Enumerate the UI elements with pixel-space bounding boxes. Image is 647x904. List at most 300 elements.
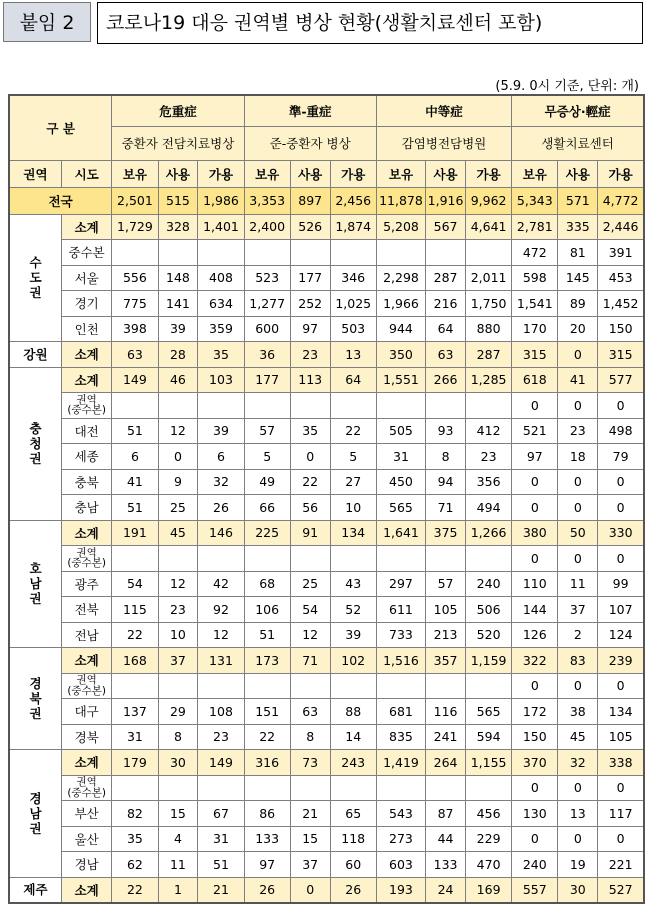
- metric-header: 사용: [426, 160, 466, 187]
- national-value: 2,456: [330, 187, 376, 214]
- bed-count-cell: 8: [290, 724, 330, 750]
- bed-count-cell: 359: [198, 316, 244, 342]
- table-row: [9, 495, 644, 521]
- bed-count-cell: 681: [376, 699, 425, 725]
- bed-count-cell: 0: [512, 469, 558, 495]
- bed-count-cell: 0: [598, 469, 644, 495]
- bed-count-cell: 4: [158, 826, 198, 852]
- table-row: [9, 673, 644, 699]
- sido-name: 중수본: [61, 240, 111, 266]
- bed-count-cell: 50: [558, 520, 598, 546]
- bed-count-cell: 35: [198, 342, 244, 368]
- bed-count-cell: 37: [158, 648, 198, 674]
- bed-count-cell: 12: [198, 622, 244, 648]
- bed-count-cell: 22: [112, 622, 158, 648]
- group-header-mild: 무증상·輕症: [512, 95, 644, 126]
- table-row: [9, 775, 644, 801]
- bed-count-cell: 193: [376, 877, 425, 903]
- bed-count-cell: 60: [330, 852, 376, 878]
- bed-count-cell: 51: [112, 495, 158, 521]
- national-label: 전국: [9, 187, 112, 214]
- region-name: 수 도 권: [9, 214, 61, 342]
- bed-count-cell: [426, 240, 466, 266]
- bed-count-cell: 221: [598, 852, 644, 878]
- bed-count-cell: [290, 393, 330, 419]
- bed-count-cell: [198, 775, 244, 801]
- bed-count-cell: 177: [244, 367, 290, 393]
- bed-count-cell: 23: [198, 724, 244, 750]
- bed-count-cell: 27: [330, 469, 376, 495]
- bed-count-cell: 10: [330, 495, 376, 521]
- bed-count-cell: [466, 673, 512, 699]
- bed-count-cell: [244, 673, 290, 699]
- bed-count-cell: 330: [598, 520, 644, 546]
- bed-count-cell: 10: [158, 622, 198, 648]
- bed-count-cell: [198, 240, 244, 266]
- bed-count-cell: 71: [290, 648, 330, 674]
- bed-count-cell: 216: [426, 291, 466, 317]
- bed-count-cell: 2,298: [376, 265, 425, 291]
- bed-count-cell: 22: [112, 877, 158, 903]
- bed-count-cell: 835: [376, 724, 425, 750]
- table-row: [9, 852, 644, 878]
- bed-count-cell: 133: [244, 826, 290, 852]
- bed-count-cell: 86: [244, 801, 290, 827]
- bed-count-cell: 87: [426, 801, 466, 827]
- bed-count-cell: 62: [112, 852, 158, 878]
- bed-count-cell: 520: [466, 622, 512, 648]
- bed-count-cell: 1,516: [376, 648, 425, 674]
- region-name: 강원: [9, 342, 61, 368]
- bed-count-cell: 0: [512, 673, 558, 699]
- bed-count-cell: [330, 546, 376, 572]
- bed-count-cell: 287: [466, 342, 512, 368]
- bed-count-cell: 4,641: [466, 214, 512, 240]
- bed-count-cell: 54: [112, 571, 158, 597]
- sido-name: 전북: [61, 597, 111, 623]
- bed-count-cell: [330, 673, 376, 699]
- bed-count-cell: [244, 546, 290, 572]
- bed-count-cell: [158, 393, 198, 419]
- metric-header: 보유: [244, 160, 290, 187]
- bed-count-cell: 1,966: [376, 291, 425, 317]
- bed-count-cell: 543: [376, 801, 425, 827]
- bed-count-cell: 11: [158, 852, 198, 878]
- bed-count-cell: 117: [598, 801, 644, 827]
- bed-count-cell: 775: [112, 291, 158, 317]
- bed-count-cell: 57: [244, 418, 290, 444]
- bed-count-cell: 0: [512, 826, 558, 852]
- bed-count-cell: 150: [598, 316, 644, 342]
- national-value: 1,916: [426, 187, 466, 214]
- bed-count-cell: 472: [512, 240, 558, 266]
- group-sub-mild: 생활치료센터: [512, 126, 644, 160]
- group-header-moderate: 中等症: [376, 95, 511, 126]
- region-name: 제주: [9, 877, 61, 903]
- bed-count-cell: 97: [512, 444, 558, 470]
- bed-count-cell: 335: [558, 214, 598, 240]
- bed-count-cell: 0: [598, 826, 644, 852]
- bed-count-cell: [330, 393, 376, 419]
- bed-count-cell: 30: [558, 877, 598, 903]
- bed-count-cell: 56: [290, 495, 330, 521]
- bed-count-cell: [466, 240, 512, 266]
- bed-count-cell: [376, 240, 425, 266]
- bed-count-cell: 494: [466, 495, 512, 521]
- bed-count-cell: 116: [426, 699, 466, 725]
- bed-count-cell: 611: [376, 597, 425, 623]
- header: [3, 2, 643, 44]
- bed-count-cell: 0: [598, 673, 644, 699]
- bed-count-cell: 92: [198, 597, 244, 623]
- bed-count-cell: 0: [558, 673, 598, 699]
- bed-count-cell: 453: [598, 265, 644, 291]
- national-value: 5,343: [512, 187, 558, 214]
- bed-count-cell: 241: [426, 724, 466, 750]
- sido-name: 부산: [61, 801, 111, 827]
- bed-count-cell: 28: [158, 342, 198, 368]
- bed-count-cell: [198, 673, 244, 699]
- gubun-header: 구 분: [9, 95, 112, 160]
- bed-count-cell: 63: [290, 699, 330, 725]
- bed-count-cell: 173: [244, 648, 290, 674]
- bed-count-cell: 240: [466, 571, 512, 597]
- bed-count-cell: 149: [198, 750, 244, 776]
- sido-name: 권역 (중수본): [61, 546, 111, 572]
- bed-count-cell: 0: [558, 393, 598, 419]
- bed-count-cell: [290, 775, 330, 801]
- bed-count-cell: 13: [558, 801, 598, 827]
- bed-count-cell: 89: [558, 291, 598, 317]
- bed-count-cell: 79: [598, 444, 644, 470]
- bed-count-cell: 315: [598, 342, 644, 368]
- table-row: [9, 291, 644, 317]
- table-row: [9, 724, 644, 750]
- group-header-semi-critical: 準-重症: [244, 95, 376, 126]
- bed-count-cell: 97: [244, 852, 290, 878]
- bed-count-cell: 63: [426, 342, 466, 368]
- bed-count-cell: 88: [330, 699, 376, 725]
- sido-name: 서울: [61, 265, 111, 291]
- bed-count-cell: 170: [512, 316, 558, 342]
- group-sub-semi-critical: 준-중환자 병상: [244, 126, 376, 160]
- bed-count-cell: 31: [198, 826, 244, 852]
- bed-count-cell: 32: [198, 469, 244, 495]
- bed-count-cell: 21: [198, 877, 244, 903]
- bed-count-cell: 149: [112, 367, 158, 393]
- bed-count-cell: 37: [558, 597, 598, 623]
- bed-count-cell: 2: [558, 622, 598, 648]
- bed-count-cell: 30: [158, 750, 198, 776]
- bed-count-cell: 380: [512, 520, 558, 546]
- bed-count-cell: 733: [376, 622, 425, 648]
- bed-count-cell: 456: [466, 801, 512, 827]
- table-row: [9, 444, 644, 470]
- bed-count-cell: [158, 240, 198, 266]
- bed-count-cell: 239: [598, 648, 644, 674]
- bed-count-cell: 225: [244, 520, 290, 546]
- bed-count-cell: 148: [158, 265, 198, 291]
- bed-count-cell: 31: [112, 724, 158, 750]
- bed-count-cell: 375: [426, 520, 466, 546]
- bed-count-cell: 1,874: [330, 214, 376, 240]
- national-value: 9,962: [466, 187, 512, 214]
- table-row: [9, 469, 644, 495]
- sido-name: 충북: [61, 469, 111, 495]
- bed-count-cell: 0: [558, 495, 598, 521]
- bed-count-cell: [244, 240, 290, 266]
- bed-count-cell: 0: [512, 775, 558, 801]
- bed-count-cell: [290, 673, 330, 699]
- bed-count-cell: 240: [512, 852, 558, 878]
- metric-header: 사용: [290, 160, 330, 187]
- bed-count-cell: 505: [376, 418, 425, 444]
- bed-count-cell: 2,781: [512, 214, 558, 240]
- metric-header: 가용: [198, 160, 244, 187]
- bed-count-cell: [426, 673, 466, 699]
- sido-name: 충남: [61, 495, 111, 521]
- bed-count-cell: 22: [330, 418, 376, 444]
- bed-count-cell: 82: [112, 801, 158, 827]
- bed-count-cell: 41: [558, 367, 598, 393]
- bed-count-cell: 350: [376, 342, 425, 368]
- national-value: 4,772: [598, 187, 644, 214]
- sido-name: 권역 (중수본): [61, 673, 111, 699]
- bed-count-cell: 618: [512, 367, 558, 393]
- bed-count-cell: 94: [426, 469, 466, 495]
- bed-count-cell: 0: [290, 444, 330, 470]
- bed-count-cell: [244, 775, 290, 801]
- bed-count-cell: 45: [558, 724, 598, 750]
- bed-count-cell: 57: [426, 571, 466, 597]
- bed-count-cell: 15: [290, 826, 330, 852]
- bed-count-cell: 266: [426, 367, 466, 393]
- bed-count-cell: 1,419: [376, 750, 425, 776]
- sido-column-header: 시도: [61, 160, 111, 187]
- bed-count-cell: 44: [426, 826, 466, 852]
- bed-count-cell: [466, 546, 512, 572]
- bed-count-cell: 133: [426, 852, 466, 878]
- bed-count-cell: 168: [112, 648, 158, 674]
- bed-count-cell: 5: [330, 444, 376, 470]
- bed-count-cell: 22: [244, 724, 290, 750]
- bed-count-cell: 38: [558, 699, 598, 725]
- bed-count-cell: 35: [112, 826, 158, 852]
- bed-count-cell: 229: [466, 826, 512, 852]
- bed-count-cell: 357: [426, 648, 466, 674]
- bed-count-cell: 102: [330, 648, 376, 674]
- bed-count-cell: [466, 775, 512, 801]
- bed-count-cell: [198, 546, 244, 572]
- bed-count-cell: [244, 393, 290, 419]
- bed-count-cell: 565: [376, 495, 425, 521]
- table-row: [9, 214, 644, 240]
- bed-count-cell: 0: [598, 546, 644, 572]
- bed-count-cell: 2,011: [466, 265, 512, 291]
- bed-count-cell: 115: [112, 597, 158, 623]
- bed-count-cell: 598: [512, 265, 558, 291]
- bed-count-cell: 14: [330, 724, 376, 750]
- bed-count-cell: 408: [198, 265, 244, 291]
- bed-count-cell: 370: [512, 750, 558, 776]
- bed-count-cell: 1,266: [466, 520, 512, 546]
- region-name: 충 청 권: [9, 367, 61, 520]
- table-row: [9, 571, 644, 597]
- bed-count-cell: 24: [426, 877, 466, 903]
- bed-count-cell: 39: [198, 418, 244, 444]
- bed-count-cell: 29: [158, 699, 198, 725]
- bed-count-cell: 0: [512, 546, 558, 572]
- table-row: [9, 801, 644, 827]
- bed-count-cell: [466, 393, 512, 419]
- bed-count-cell: 51: [244, 622, 290, 648]
- bed-count-cell: 105: [426, 597, 466, 623]
- bed-count-cell: 124: [598, 622, 644, 648]
- bed-count-cell: 243: [330, 750, 376, 776]
- bed-count-cell: 450: [376, 469, 425, 495]
- bed-count-cell: 1,025: [330, 291, 376, 317]
- bed-count-cell: 0: [598, 393, 644, 419]
- bed-count-cell: 93: [426, 418, 466, 444]
- bed-count-cell: 1,285: [466, 367, 512, 393]
- group-header-critical: 危重症: [112, 95, 244, 126]
- bed-count-cell: 577: [598, 367, 644, 393]
- national-value: 3,353: [244, 187, 290, 214]
- bed-count-cell: 26: [244, 877, 290, 903]
- sido-name: 소계: [61, 342, 111, 368]
- sido-name: 인천: [61, 316, 111, 342]
- group-sub-critical: 중환자 전담치료병상: [112, 126, 244, 160]
- bed-count-cell: [426, 393, 466, 419]
- bed-count-cell: 0: [158, 444, 198, 470]
- bed-count-cell: 64: [426, 316, 466, 342]
- bed-count-cell: [158, 775, 198, 801]
- bed-count-cell: 25: [158, 495, 198, 521]
- bed-count-cell: 322: [512, 648, 558, 674]
- metric-header: 가용: [330, 160, 376, 187]
- bed-count-cell: 20: [558, 316, 598, 342]
- bed-count-cell: [158, 673, 198, 699]
- sido-name: 소계: [61, 367, 111, 393]
- metric-header: 보유: [376, 160, 425, 187]
- bed-count-cell: 13: [330, 342, 376, 368]
- bed-count-cell: 23: [158, 597, 198, 623]
- bed-count-cell: 526: [290, 214, 330, 240]
- bed-count-cell: [330, 775, 376, 801]
- bed-count-cell: 99: [598, 571, 644, 597]
- bed-count-cell: 46: [158, 367, 198, 393]
- bed-count-cell: 151: [244, 699, 290, 725]
- sido-name: 경남: [61, 852, 111, 878]
- table-row: [9, 265, 644, 291]
- bed-count-cell: 134: [330, 520, 376, 546]
- sido-name: 광주: [61, 571, 111, 597]
- region-column-header: 권역: [9, 160, 61, 187]
- bed-count-cell: 346: [330, 265, 376, 291]
- bed-count-cell: 603: [376, 852, 425, 878]
- national-value: 2,501: [112, 187, 158, 214]
- bed-count-cell: 12: [158, 418, 198, 444]
- bed-count-cell: 172: [512, 699, 558, 725]
- bed-count-cell: 37: [290, 852, 330, 878]
- bed-count-cell: 51: [112, 418, 158, 444]
- bed-count-cell: 51: [198, 852, 244, 878]
- bed-count-cell: 0: [558, 342, 598, 368]
- bed-count-cell: 66: [244, 495, 290, 521]
- bed-count-cell: 252: [290, 291, 330, 317]
- national-value: 571: [558, 187, 598, 214]
- bed-count-cell: 2,446: [598, 214, 644, 240]
- bed-count-cell: [376, 393, 425, 419]
- national-value: 515: [158, 187, 198, 214]
- bed-count-cell: 26: [330, 877, 376, 903]
- bed-count-cell: 145: [558, 265, 598, 291]
- bed-count-cell: 65: [330, 801, 376, 827]
- bed-count-cell: 15: [158, 801, 198, 827]
- bed-count-cell: 146: [198, 520, 244, 546]
- bed-count-cell: 39: [158, 316, 198, 342]
- metric-header: 보유: [512, 160, 558, 187]
- bed-count-cell: 41: [112, 469, 158, 495]
- bed-count-cell: 1,551: [376, 367, 425, 393]
- bed-count-cell: 1,541: [512, 291, 558, 317]
- bed-count-cell: 1,155: [466, 750, 512, 776]
- bed-count-cell: 8: [158, 724, 198, 750]
- table-row: [9, 546, 644, 572]
- bed-count-cell: [426, 546, 466, 572]
- bed-count-cell: 19: [558, 852, 598, 878]
- bed-count-cell: 944: [376, 316, 425, 342]
- bed-count-cell: 567: [426, 214, 466, 240]
- sido-name: 대구: [61, 699, 111, 725]
- bed-count-cell: 287: [426, 265, 466, 291]
- metric-header: 보유: [112, 160, 158, 187]
- bed-count-cell: 0: [558, 826, 598, 852]
- table-row: [9, 648, 644, 674]
- bed-count-cell: 131: [198, 648, 244, 674]
- bed-count-cell: 2,400: [244, 214, 290, 240]
- sido-name: 권역 (중수본): [61, 393, 111, 419]
- bed-count-cell: [426, 775, 466, 801]
- bed-count-cell: 52: [330, 597, 376, 623]
- bed-count-cell: 32: [558, 750, 598, 776]
- table-row: [9, 240, 644, 266]
- bed-count-cell: 1,750: [466, 291, 512, 317]
- bed-count-cell: 22: [290, 469, 330, 495]
- bed-count-cell: 12: [158, 571, 198, 597]
- table-row: [9, 316, 644, 342]
- bed-count-cell: 144: [512, 597, 558, 623]
- region-name: 경 북 권: [9, 648, 61, 750]
- bed-count-cell: [290, 240, 330, 266]
- bed-count-cell: 67: [198, 801, 244, 827]
- bed-count-cell: [112, 775, 158, 801]
- sido-name: 소계: [61, 648, 111, 674]
- bed-count-cell: 103: [198, 367, 244, 393]
- bed-count-cell: 39: [330, 622, 376, 648]
- region-name: 호 남 권: [9, 520, 61, 648]
- bed-count-cell: 23: [290, 342, 330, 368]
- bed-count-cell: 470: [466, 852, 512, 878]
- bed-count-cell: 0: [558, 775, 598, 801]
- bed-count-cell: 316: [244, 750, 290, 776]
- table-row: [9, 393, 644, 419]
- table-row: [9, 342, 644, 368]
- table-row: [9, 699, 644, 725]
- bed-count-cell: 0: [598, 495, 644, 521]
- bed-count-cell: 63: [112, 342, 158, 368]
- bed-count-cell: 71: [426, 495, 466, 521]
